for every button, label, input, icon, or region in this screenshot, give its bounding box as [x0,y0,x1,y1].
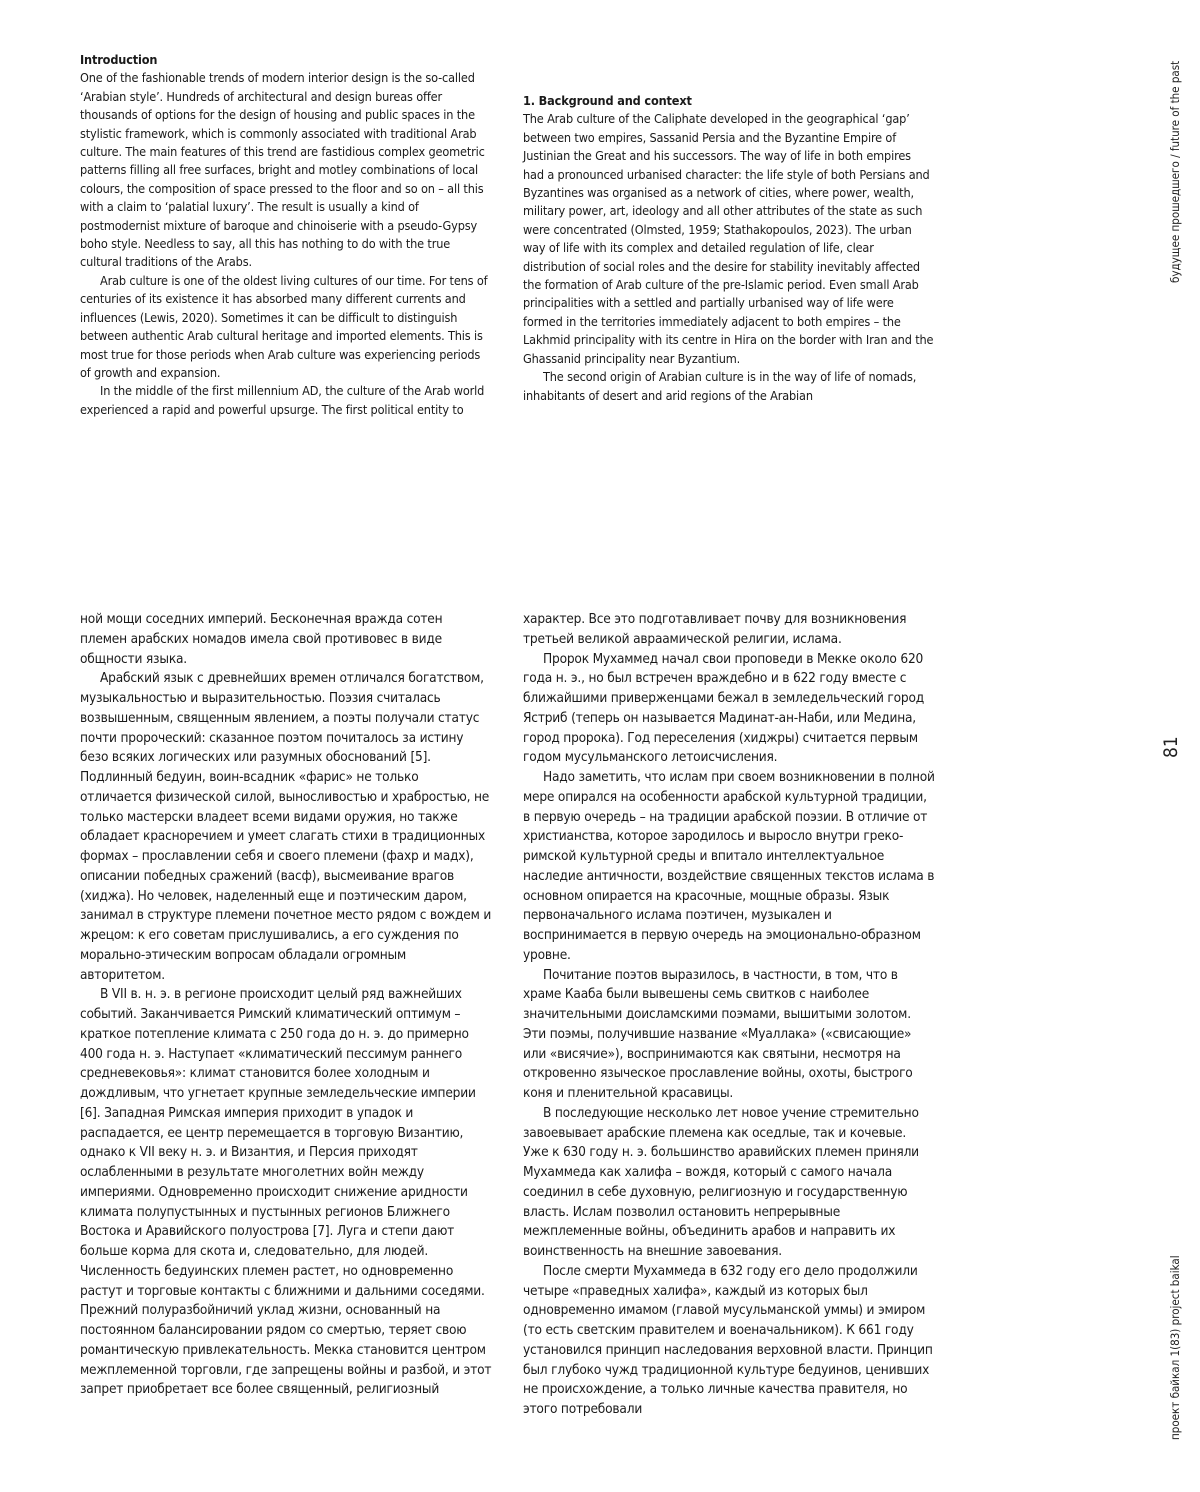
background-paragraph-2: The second origin of Arabian culture is in the way of life of nomads, inhabitants of desert and arid regions of the Arabian [523,369,917,403]
ru-right-paragraph-5: После смерти Мухаммеда в 632 году его дело продолжили четыре «праведных халифа», каждый из которых был одновременно имамом (главой мусульманской уммы) и эмиром (то есть светским правителем и военачальником). К 661 году установился принцип наследования верховной власти. Принцип был глубоко чужд традиционной культуре бедуинов, ценивших не происхождение, а только личные качества правителя, но этого потребовали [523,1262,933,1417]
ru-left-paragraph-1: Арабский язык с древнейших времен отличался богатством, музыкальностью и выразительностью. Поэзия считалась возвышенным, священным явлением, а поэты получали статус почти пророческий: сказанное поэтом почиталось за истину безо всяких логических или разумных обоснований [5]. Подлинный бедуин, воин-всадник «фарис» не только отличается физической силой, выносливостью и храбростью, не только мастерски владеет всеми видами оружия, но также обладает красноречием и умеет слагать стихи в традиционных формах – прославлении себя и своего племени (фахр и мадх), описании победных сражений (васф), высмеивание врагов (хиджа). Но человек, наделенный еще и поэтическим даром, занимал в структуре племени почетное место рядом с вождем и жрецом: к его советам прислушивались, а его суждения по морально-этическим вопросам обладали огромным авторитетом. [80,670,492,983]
intro-paragraph-3: In the middle of the first millennium AD, the culture of the Arab world experienced a rapid and powerful upsurge. The first political entity to [80,383,485,417]
ru-left-paragraph-2: В VII в. н. э. в регионе происходит целый ряд важнейших событий. Заканчивается Римский климатический оптимум – краткое потепление климата с 250 года до н. э. до примерно 400 года н. э. Наступает «климатический пессимум раннего средневековья»: климат становится более холодным и дождливым, что угнетает крупные земледельческие империи [6]. Западная Римская империя приходит в упадок и распадается, ее центр перемещается в торговую Византию, однако к VII веку н. э. и Византия, и Персия приходят ослабленными в результате многолетних войн между империями. Одновременно происходит снижение аридности климата полупустынных и пустынных регионов Ближнего Востока и Аравийского полуострова [7]. Луга и степи дают больше корма для скота и, следовательно, для людей. Численность бедуинских племен растет, но одновременно растут и торговые контакты с ближними и дальними соседями. Прежний полуразбойничий уклад жизни, основанный на постоянном балансировании рядом со смертью, теряет свою романтическую привлекательность. Мекка становится центром межплеменной торговли, где запрещены войны и разбой, и этот запрет приобретает все более священный, религиозный [80,986,492,1398]
running-header-label: будущее прошедшего / future of the past [1168,60,1182,283]
background-paragraph-1: The Arab culture of the Caliphate developed in the geographical ‘gap’ between two empires, Sassanid Persia and the Byzantine Empire of Justinian the Great and his successors. The way of life in both empires had a pronounced urbanised character: the life style of both Persians and Byzantines was organised as a network of cities, where power, wealth, military power, art, ideology and all other attributes of the state as such were concentrated (Olmsted, 1959; Stathakopoulos, 2023). The urban way of life with its complex and detailed regulation of life, clear distribution of social roles and the desire for stability inevitably affected the formation of Arab culture of the pre-Islamic period. Even small Arab principalities with a settled and partially urbanised way of life were formed in the territories immediately adjacent to both empires – the Lakhmid principality with its centre in Hira on the border with Iran and the Ghassanid principality near Byzantium. [523,111,934,366]
ru-right-paragraph-4: В последующие несколько лет новое учение стремительно завоевывает арабские племена как оседлые, так и кочевые. Уже к 630 году н. э. большинство аравийских племен приняли Мухаммеда как халифа – вождя, который с самого начала соединил в себе духовную, религиозную и государственную власть. Ислам позволил остановить непрерывные межплеменные войны, объединить арабов и направить их воинственность на внешние завоевания. [523,1104,919,1259]
intro-paragraph-3-continued [523,51,935,88]
ru-right-paragraph-2: Надо заметить, что ислам при своем возникновении в полной мере опирался на особенности арабской культурной традиции, в первую очередь – на традиции арабской поэзии. В отличие от христианства, которое зародилось и выросло внутри греко-римской культурной среды и впитало интеллектуальное наследие античности, воздействие священных текстов ислама в основном опирается на красочные, мощные образы. Язык первоначального ислама поэтичен, музыкален и воспринимается в первую очередь на эмоционально-образном уровне. [523,769,935,963]
page-number: 81 [1160,736,1182,758]
russian-column-right [523,610,935,1420]
journal-label: проект байкал 1(83) project baikal [1168,1255,1182,1440]
ru-left-paragraph-0: ной мощи соседних империй. Бесконечная вражда сотен племен арабских номадов имела свой противовес в виде общности языка. [80,611,443,667]
intro-paragraph-1: One of the fashionable trends of modern interior design is the so-called ‘Arabian style’. Hundreds of architectural and design bureas offer thousands of options for the design of housing and public spaces in the stylistic framework, which is commonly associated with traditional Arab culture. The main features of this trend are fastidious complex geometric patterns filling all free surfaces, bright and motley combinations of local colours, the composition of space pressed to the floor and so on – all this with a claim to ‘palatial luxury’. The result is usually a kind of postmodernist mixture of baroque and chinoiserie with a pseudo-Gypsy boho style. Needless to say, all this has nothing to do with the true cultural traditions of the Arabs. [80,70,485,270]
english-column-right [523,51,935,405]
intro-paragraph-2: Arab culture is one of the oldest living cultures of our time. For tens of centuries of its existence it has absorbed many different currents and influences (Lewis, 2020). Sometimes it can be difficult to distinguish between authentic Arab cultural heritage and imported elements. This is most true for those periods when Arab culture was experiencing periods of growth and expansion. [80,272,488,380]
introduction-heading: Introduction [80,52,158,67]
ru-right-paragraph-1: Пророк Мухаммед начал свои проповеди в Мекке около 620 года н. э., но был встречен враждебно и в 622 году вместе с ближайшими приверженцами бежал в земледельческий город Ястриб (теперь он называется Мадинат-ан-Наби, или Медина, город пророка). Год переселения (хиджры) считается первым годом мусульманского летоисчисления. [523,650,925,766]
ru-right-paragraph-0: характер. Все это подготавливает почву для возникновения третьей великой авраамической религии, ислама. [523,611,907,647]
ru-right-paragraph-3: Почитание поэтов выразилось, в частности, в том, что в храме Кааба были вывешены семь свитков с наиболее значительными доисламскими поэмами, вышитыми золотом. Эти поэмы, получившие название «Муаллака» («свисающие» или «висячие»), воспринимаются как святыни, несмотря на откровенно языческое прославление войны, охоты, быстрого коня и пленительной красавицы. [523,966,913,1101]
english-column-left [80,51,492,419]
russian-column-left [80,610,492,1400]
background-heading: 1. Background and context [523,93,692,108]
